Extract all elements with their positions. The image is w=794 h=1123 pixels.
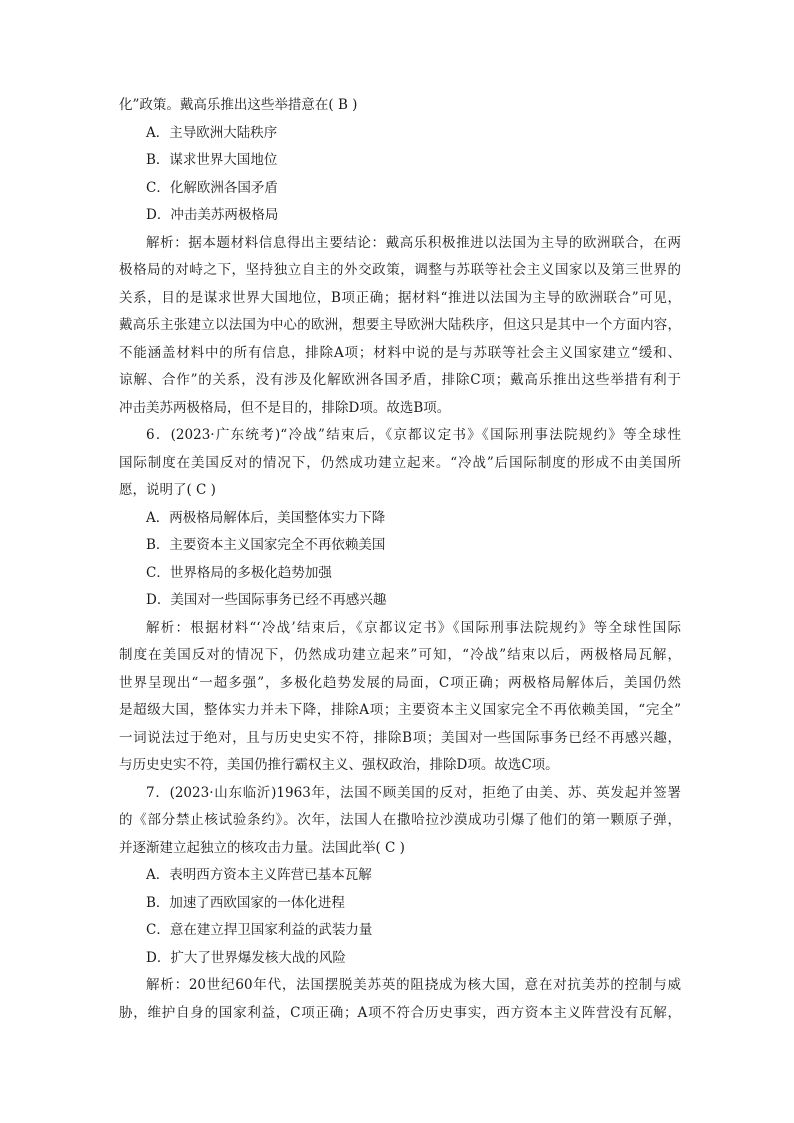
- q5-analysis-line: 不能涵盖材料中的所有信息，排除A项；材料中说的是与苏联等社会主义国家建立“缓和、: [119, 344, 681, 361]
- q5-option-c: C．化解欧洲各国矛盾: [146, 179, 278, 196]
- q5-analysis-line: 解析：据本题材料信息得出主要结论：戴高乐积极推进以法国为主导的欧洲联合，在两: [146, 234, 681, 251]
- q5-option-a: A．主导欧洲大陆秩序: [146, 124, 278, 141]
- q5-analysis-line: 极格局的对峙之下，坚持独立自主的外交政策，调整与苏联等社会主义国家以及第三世界的: [119, 262, 681, 278]
- q6-analysis-line: 世界呈现出“一超多强”，多极化趋势发展的局面，C项正确；两极格局解体后，美国仍然: [119, 674, 681, 691]
- q7-option-b: B．加速了西欧国家的一体化进程: [146, 894, 345, 911]
- q6-stem: 愿，说明了( C ): [119, 482, 216, 498]
- q6-option-c: C．世界格局的多极化趋势加强: [146, 564, 332, 581]
- q5-analysis-line: 戴高乐主张建立以法国为中心的欧洲，想要主导欧洲大陆秩序，但这只是其中一个方面内容，: [119, 317, 681, 333]
- q6-option-b: B．主要资本主义国家完全不再依赖美国: [146, 537, 386, 553]
- q7-stem: 7．(2023·山东临沂)1963年，法国不顾美国的反对，拒绝了由美、苏、英发起并签署: [146, 784, 681, 801]
- document-page: [119, 92, 681, 1027]
- q5-stem-end: 化”政策。戴高乐推出这些举措意在( B ): [119, 97, 358, 113]
- q6-analysis-line: 制度在美国反对的情况下，仍然成功建立起来”可知，“冷战”结束以后，两极格局瓦解，: [119, 647, 681, 663]
- q6-analysis-line: 是超级大国，整体实力并未下降，排除A项；主要资本主义国家完全不再依赖美国，“完全”: [119, 702, 681, 718]
- q7-stem: 并逐渐建立起独立的核攻击力量。法国此举( C ): [119, 839, 405, 856]
- q7-analysis-line: 胁，维护自身的国家利益，C项正确；A项不符合历史事实，西方资本主义阵营没有瓦解，: [119, 1004, 681, 1021]
- q7-option-c: C．意在建立捍卫国家利益的武装力量: [146, 922, 373, 938]
- q7-stem: 的《部分禁止核试验条约》。次年，法国人在撒哈拉沙漠成功引爆了他们的第一颗原子弹，: [119, 812, 681, 828]
- q6-option-d: D．美国对一些国际事务已经不再感兴趣: [146, 592, 387, 608]
- q5-analysis-line: 关系，目的是谋求世界大国地位，B项正确；据材料“推进以法国为主导的欧洲联合”可见，: [119, 289, 681, 306]
- q6-option-a: A．两极格局解体后，美国整体实力下降: [146, 509, 386, 526]
- q5-analysis-line: 冲击美苏两极格局，但不是目的，排除D项。故选B项。: [119, 399, 451, 416]
- q6-stem: 6．(2023·广东统考)“冷战”结束后，《京都议定书》《国际刑事法院规约》等全球性: [146, 427, 681, 443]
- q7-option-d: D．扩大了世界爆发核大战的风险: [146, 949, 346, 966]
- q6-stem: 国际制度在美国反对的情况下，仍然成功建立起来。“冷战”后国际制度的形成不由美国所: [119, 454, 681, 471]
- q6-analysis-line: 与历史史实不符，美国仍推行霸权主义、强权政治，排除D项。故选C项。: [119, 757, 559, 773]
- q5-option-d: D．冲击美苏两极格局: [146, 207, 279, 223]
- q5-option-b: B．谋求世界大国地位: [146, 152, 278, 168]
- q5-analysis-line: 谅解、合作”的关系，没有涉及化解欧洲各国矛盾，排除C项；戴高乐推出这些举措有利于: [119, 372, 681, 388]
- q7-analysis-line: 解析：20世纪60年代，法国摆脱美苏英的阻挠成为核大国，意在对抗美苏的控制与威: [146, 977, 681, 993]
- q6-analysis-line: 解析：根据材料“‘冷战’结束后，《京都议定书》《国际刑事法院规约》等全球性国际: [146, 619, 681, 636]
- q7-option-a: A．表明西方资本主义阵营已基本瓦解: [146, 867, 372, 883]
- q6-analysis-line: 一词说法过于绝对，且与历史史实不符，排除B项；美国对一些国际事务已经不再感兴趣，: [119, 729, 681, 746]
